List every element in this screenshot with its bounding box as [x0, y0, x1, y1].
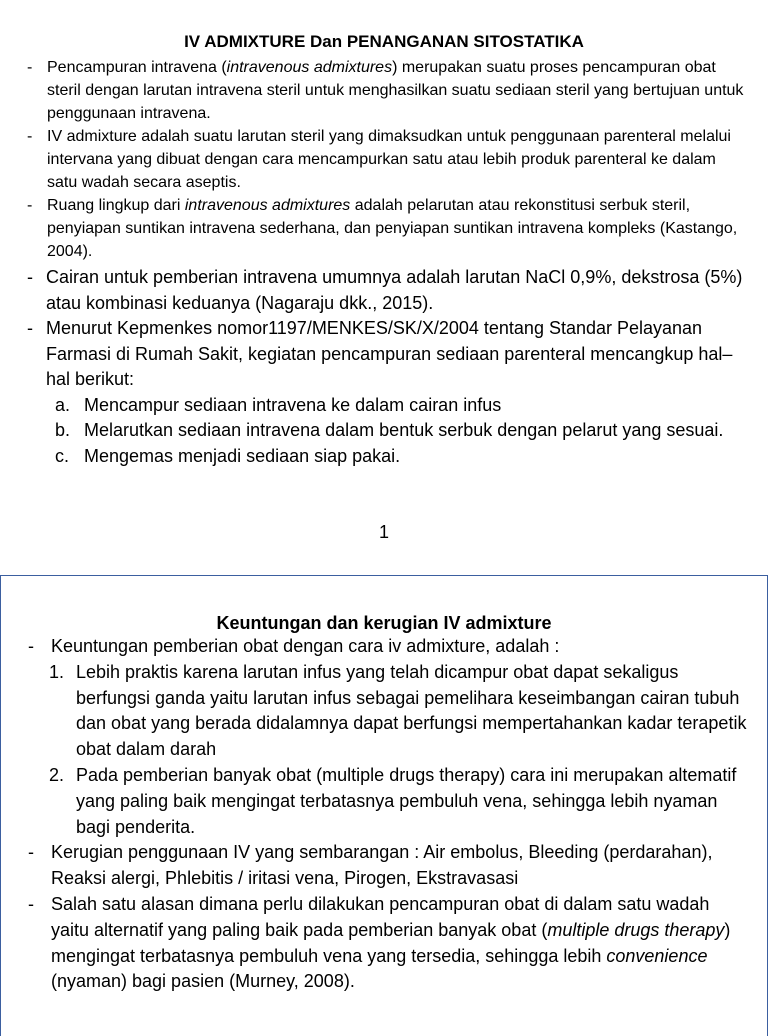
- numbered-marker: 2.: [49, 764, 65, 785]
- sub-list-text: Mencampur sediaan intravena ke dalam cairan infus: [84, 394, 502, 415]
- list-item: [0, 194, 768, 263]
- list-item: [1, 892, 767, 995]
- section-title: Keuntungan dan kerugian IV admixture: [216, 613, 552, 633]
- sub-list-item: [0, 444, 768, 470]
- sub-list-marker: b.: [55, 420, 71, 440]
- list-item: [0, 56, 768, 125]
- list-item-text: Cairan untuk pemberian intravena umumnya adalah larutan NaCl 0,9%, dekstrosa (5%) atau kombinasi keduanya (Nagaraju dkk., 2015).: [46, 267, 743, 313]
- section-body: [1, 634, 767, 995]
- page-number: 1: [378, 522, 389, 542]
- bullet-dash: -: [28, 893, 34, 914]
- intro-bullet-list: [0, 56, 768, 263]
- sub-list-marker: c.: [55, 445, 70, 466]
- italic-term: convenience: [606, 945, 708, 966]
- list-item-text: Pencampuran intravena (intravenous admixtures) merupakan suatu proses pencampuran obat steril dengan larutan intravena steril untuk menghasilkan suatu sediaan steril yang bertujuan untuk penggunaan intravena.: [47, 59, 744, 122]
- numbered-item: [1, 763, 767, 840]
- list-item-text: IV admixture adalah suatu larutan steril yang dimaksudkan untuk penggunaan parenteral melalui intervana yang dibuat dengan cara mencampurkan satu atau lebih produk parenteral ke dalam satu wadah secara aseptis.: [47, 128, 731, 191]
- bullet-dash: -: [27, 318, 33, 338]
- italic-term: intravenous admixtures: [184, 197, 351, 214]
- sub-list-text: Mengemas menjadi sediaan siap pakai.: [84, 445, 401, 466]
- list-item-text: Salah satu alasan dimana perlu dilakukan pencampuran obat di dalam satu wadah yaitu alternatif yang paling baik pada pemberian banyak obat (multiple drugs therapy) mengingat terbatasnya pembuluh vena yang tersedia, sehingga lebih convenience (nyaman) bagi pasien (Murney, 2008).: [51, 893, 731, 992]
- list-item: [1, 840, 767, 892]
- bullet-dash: -: [28, 636, 34, 656]
- list-item: [1, 634, 767, 660]
- sub-list-marker: a.: [55, 394, 71, 415]
- bullet-dash: -: [27, 128, 33, 145]
- list-item: [0, 265, 768, 316]
- bullet-dash: -: [27, 197, 33, 214]
- document-page-2: [0, 575, 768, 1036]
- list-item: [0, 125, 768, 194]
- sub-list-item: [0, 418, 768, 444]
- bullet-dash: -: [28, 842, 34, 863]
- sub-list-text: Melarutkan sediaan intravena dalam bentuk serbuk dengan pelarut yang sesuai.: [84, 420, 724, 440]
- list-item: [0, 316, 768, 393]
- numbered-text: Lebih praktis karena larutan infus yang telah dicampur obat dapat sekaligus berfungsi ganda yaitu larutan infus sebagai pemelihara keseimbangan cairan tubuh dan obat yang berada didalamnya dapat berfungsi mempertahankan kadar terapetik obat dalam darah: [76, 661, 747, 760]
- numbered-item: [1, 660, 767, 763]
- bullet-dash: -: [27, 59, 33, 76]
- bullet-dash: -: [27, 267, 33, 287]
- main-bullet-list: [0, 265, 768, 469]
- sub-list-item: [0, 393, 768, 419]
- numbered-text: Pada pemberian banyak obat (multiple drugs therapy) cara ini merupakan altematif yang paling baik mengingat terbatasnya pembuluh vena, sehingga lebih nyaman bagi penderita.: [76, 764, 737, 837]
- numbered-marker: 1.: [49, 661, 65, 682]
- italic-term: multiple drugs therapy: [547, 919, 725, 940]
- list-item-text: Menurut Kepmenkes nomor1197/MENKES/SK/X/2004 tentang Standar Pelayanan Farmasi di Rumah Sakit, kegiatan pencampuran sediaan parenteral mencangkup hal–hal berikut:: [46, 318, 733, 389]
- italic-term: intravenous admixtures: [226, 59, 393, 76]
- page-title: IV ADMIXTURE Dan PENANGANAN SITOSTATIKA: [184, 32, 584, 51]
- list-item-text: Kerugian penggunaan IV yang sembarangan : Air embolus, Bleeding (perdarahan), Reaksi alergi, Phlebitis / iritasi vena, Pirogen, Ekstravasasi: [51, 842, 713, 889]
- list-item-text: Ruang lingkup dari intravenous admixtures adalah pelarutan atau rekonstitusi serbuk steril, penyiapan suntikan intravena sederhana, dan penyiapan suntikan intravena kompleks (Kastango, 2004).: [47, 197, 738, 260]
- list-item-text: Keuntungan pemberian obat dengan cara iv admixture, adalah :: [51, 636, 560, 656]
